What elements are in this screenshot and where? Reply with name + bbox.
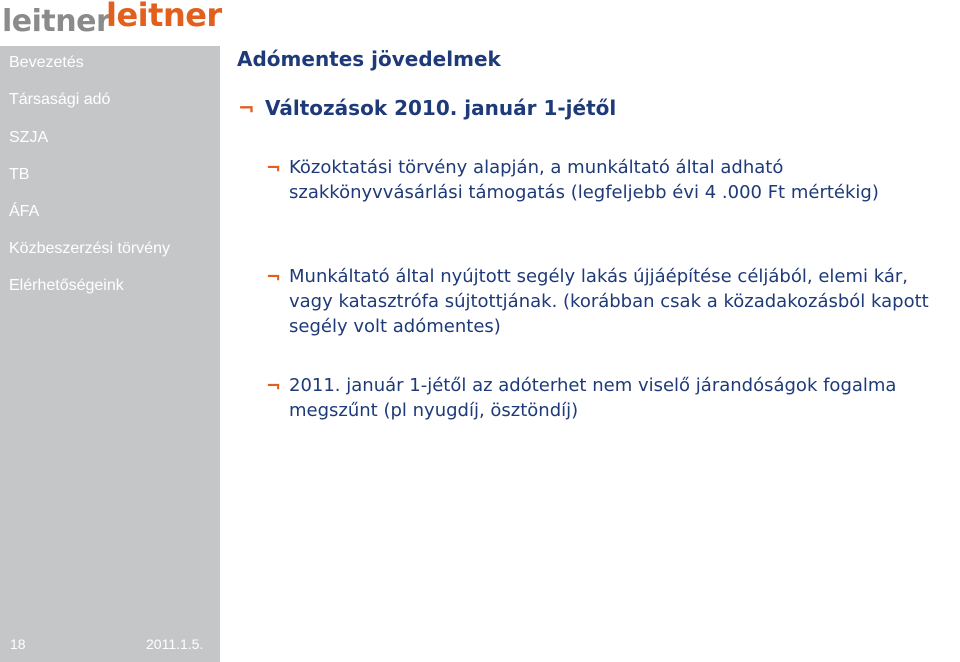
bullet-marker-icon: ¬ [266, 376, 282, 397]
page-title: Adómentes jövedelmek [237, 47, 501, 71]
sidebar-item-tb[interactable]: TB [9, 166, 30, 183]
bullet-marker-icon: ¬ [238, 96, 255, 120]
logo-text-grey: leitner [2, 4, 111, 39]
sidebar [0, 46, 220, 662]
sidebar-item-bevezetes[interactable]: Bevezetés [9, 54, 84, 71]
slide-date: 2011.1.5. [146, 636, 204, 652]
bullet-item-2: Munkáltató által nyújtott segély lakás újjáépítése céljából, elemi kár, vagy katasztrófa sújtottjának. (korábban csak a közadakozásból kapott segély volt adómentes) [289, 266, 929, 337]
bullet-marker-icon: ¬ [266, 267, 282, 288]
sidebar-item-elerhetosegeink[interactable]: Elérhetőségeink [9, 277, 124, 294]
bullet-marker-icon: ¬ [266, 158, 282, 179]
logo-text-orange: leitner [106, 0, 222, 34]
sidebar-item-afa[interactable]: ÁFA [9, 203, 40, 220]
page-number: 18 [10, 636, 26, 652]
sidebar-item-szja[interactable]: SZJA [9, 129, 49, 146]
bullet-item-3: 2011. január 1-jétől az adóterhet nem viselő járandóságok fogalma megszűnt (pl nyugdíj, ösztöndíj) [289, 375, 897, 421]
sidebar-item-tarsasagi-ado[interactable]: Társasági adó [9, 91, 111, 108]
section-subtitle: Változások 2010. január 1-jétől [265, 96, 617, 120]
bullet-item-1: Közoktatási törvény alapján, a munkáltató által adható szakkönyvvásárlási támogatás (legfeljebb évi 4 .000 Ft mértékig) [289, 157, 879, 203]
sidebar-item-kozbeszerzesi-torveny[interactable]: Közbeszerzési törvény [9, 240, 170, 257]
logo [0, 0, 220, 46]
